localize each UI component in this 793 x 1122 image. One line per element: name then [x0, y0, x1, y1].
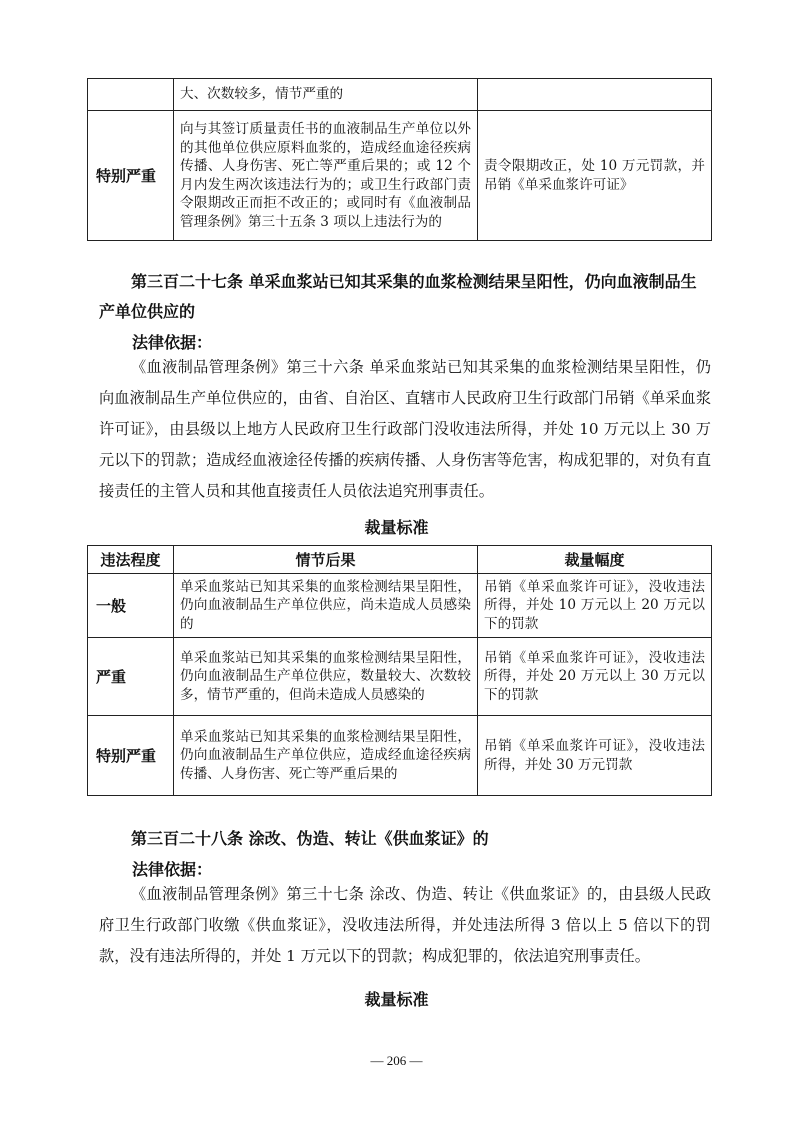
penalty-cell: 吊销《单采血浆许可证》，没收违法所得，并处 30 万元罚款	[478, 716, 712, 796]
consequence-cell: 单采血浆站已知其采集的血浆检测结果呈阳性，仍向血液制品生产单位供应，造成经血途径疾病传播、人身伤害、死亡等严重后果的	[174, 716, 478, 796]
level-cell: 特别严重	[88, 716, 174, 796]
article-327-basis-text: 《血液制品管理条例》第三十六条 单采血浆站已知其采集的血浆检测结果呈阳性，仍向血液制品生产单位供应的，由省、自治区、直辖市人民政府卫生行政部门吊销《单采血浆许可证》，由县级以上地方人民政府卫生行政部门没收违法所得，并处 10 万元以上 30 万元以下的罚款；造成经血液途径传播的疾病传播、人身伤害等危害，构成犯罪的，对负有直接责任的主管人员和其他直接责任人员依法追究刑事责任。	[99, 358, 711, 500]
article-327-heading: 第三百二十七条 单采血浆站已知其采集的血浆检测结果呈阳性，仍向血液制品生产单位供应的	[99, 272, 697, 321]
table-row	[88, 574, 712, 638]
header-level: 违法程度	[88, 546, 174, 574]
header-penalty: 裁量幅度	[478, 546, 712, 574]
article-327-basis-label: 法律依据：	[132, 333, 213, 352]
consequence-cell: 向与其签订质量责任书的血液制品生产单位以外的其他单位供应原料血浆的，造成经血途径疾病传播、人身伤害、死亡等严重后果的；或 12 个月内发生两次该违法行为的；或卫生行政部门责令限期改正而拒不改正的；或同时有《血液制品管理条例》第三十五条 3 项以上违法行为的	[174, 111, 478, 241]
table-row	[88, 111, 712, 241]
continued-standard-table	[87, 78, 712, 241]
table-row	[88, 716, 712, 796]
consequence-cell: 大、次数较多，情节严重的	[174, 79, 478, 111]
header-consequence: 情节后果	[174, 546, 478, 574]
consequence-cell: 单采血浆站已知其采集的血浆检测结果呈阳性，仍向血液制品生产单位供应，尚未造成人员感染的	[174, 574, 478, 638]
table-row	[88, 638, 712, 716]
penalty-cell: 吊销《单采血浆许可证》，没收违法所得，并处 10 万元以上 20 万元以下的罚款	[478, 574, 712, 638]
level-cell: 一般	[88, 574, 174, 638]
level-cell	[88, 79, 174, 111]
level-cell: 特别严重	[88, 111, 174, 241]
article-327-standard-table	[87, 545, 712, 796]
article-327-standard-title: 裁量标准	[364, 518, 429, 537]
article-328-basis-label: 法律依据：	[132, 860, 213, 879]
article-328-heading: 第三百二十八条 涂改、伪造、转让《供血浆证》的	[131, 829, 489, 848]
consequence-cell: 单采血浆站已知其采集的血浆检测结果呈阳性，仍向血液制品生产单位供应，数量较大、次数较多，情节严重的，但尚未造成人员感染的	[174, 638, 478, 716]
penalty-cell	[478, 79, 712, 111]
penalty-cell: 责令限期改正，处 10 万元罚款，并吊销《单采血浆许可证》	[478, 111, 712, 241]
article-328-standard-title: 裁量标准	[364, 990, 429, 1009]
level-cell: 严重	[88, 638, 174, 716]
penalty-cell: 吊销《单采血浆许可证》，没收违法所得，并处 20 万元以上 30 万元以下的罚款	[478, 638, 712, 716]
table-row	[88, 79, 712, 111]
page-number: — 206 —	[370, 1053, 423, 1068]
table-header-row	[88, 546, 712, 574]
article-328-basis-text: 《血液制品管理条例》第三十七条 涂改、伪造、转让《供血浆证》的，由县级人民政府卫生行政部门收缴《供血浆证》，没收违法所得，并处违法所得 3 倍以上 5 倍以下的罚款，没有违法所得的，并处 1 万元以下的罚款；构成犯罪的，依法追究刑事责任。	[99, 885, 711, 965]
